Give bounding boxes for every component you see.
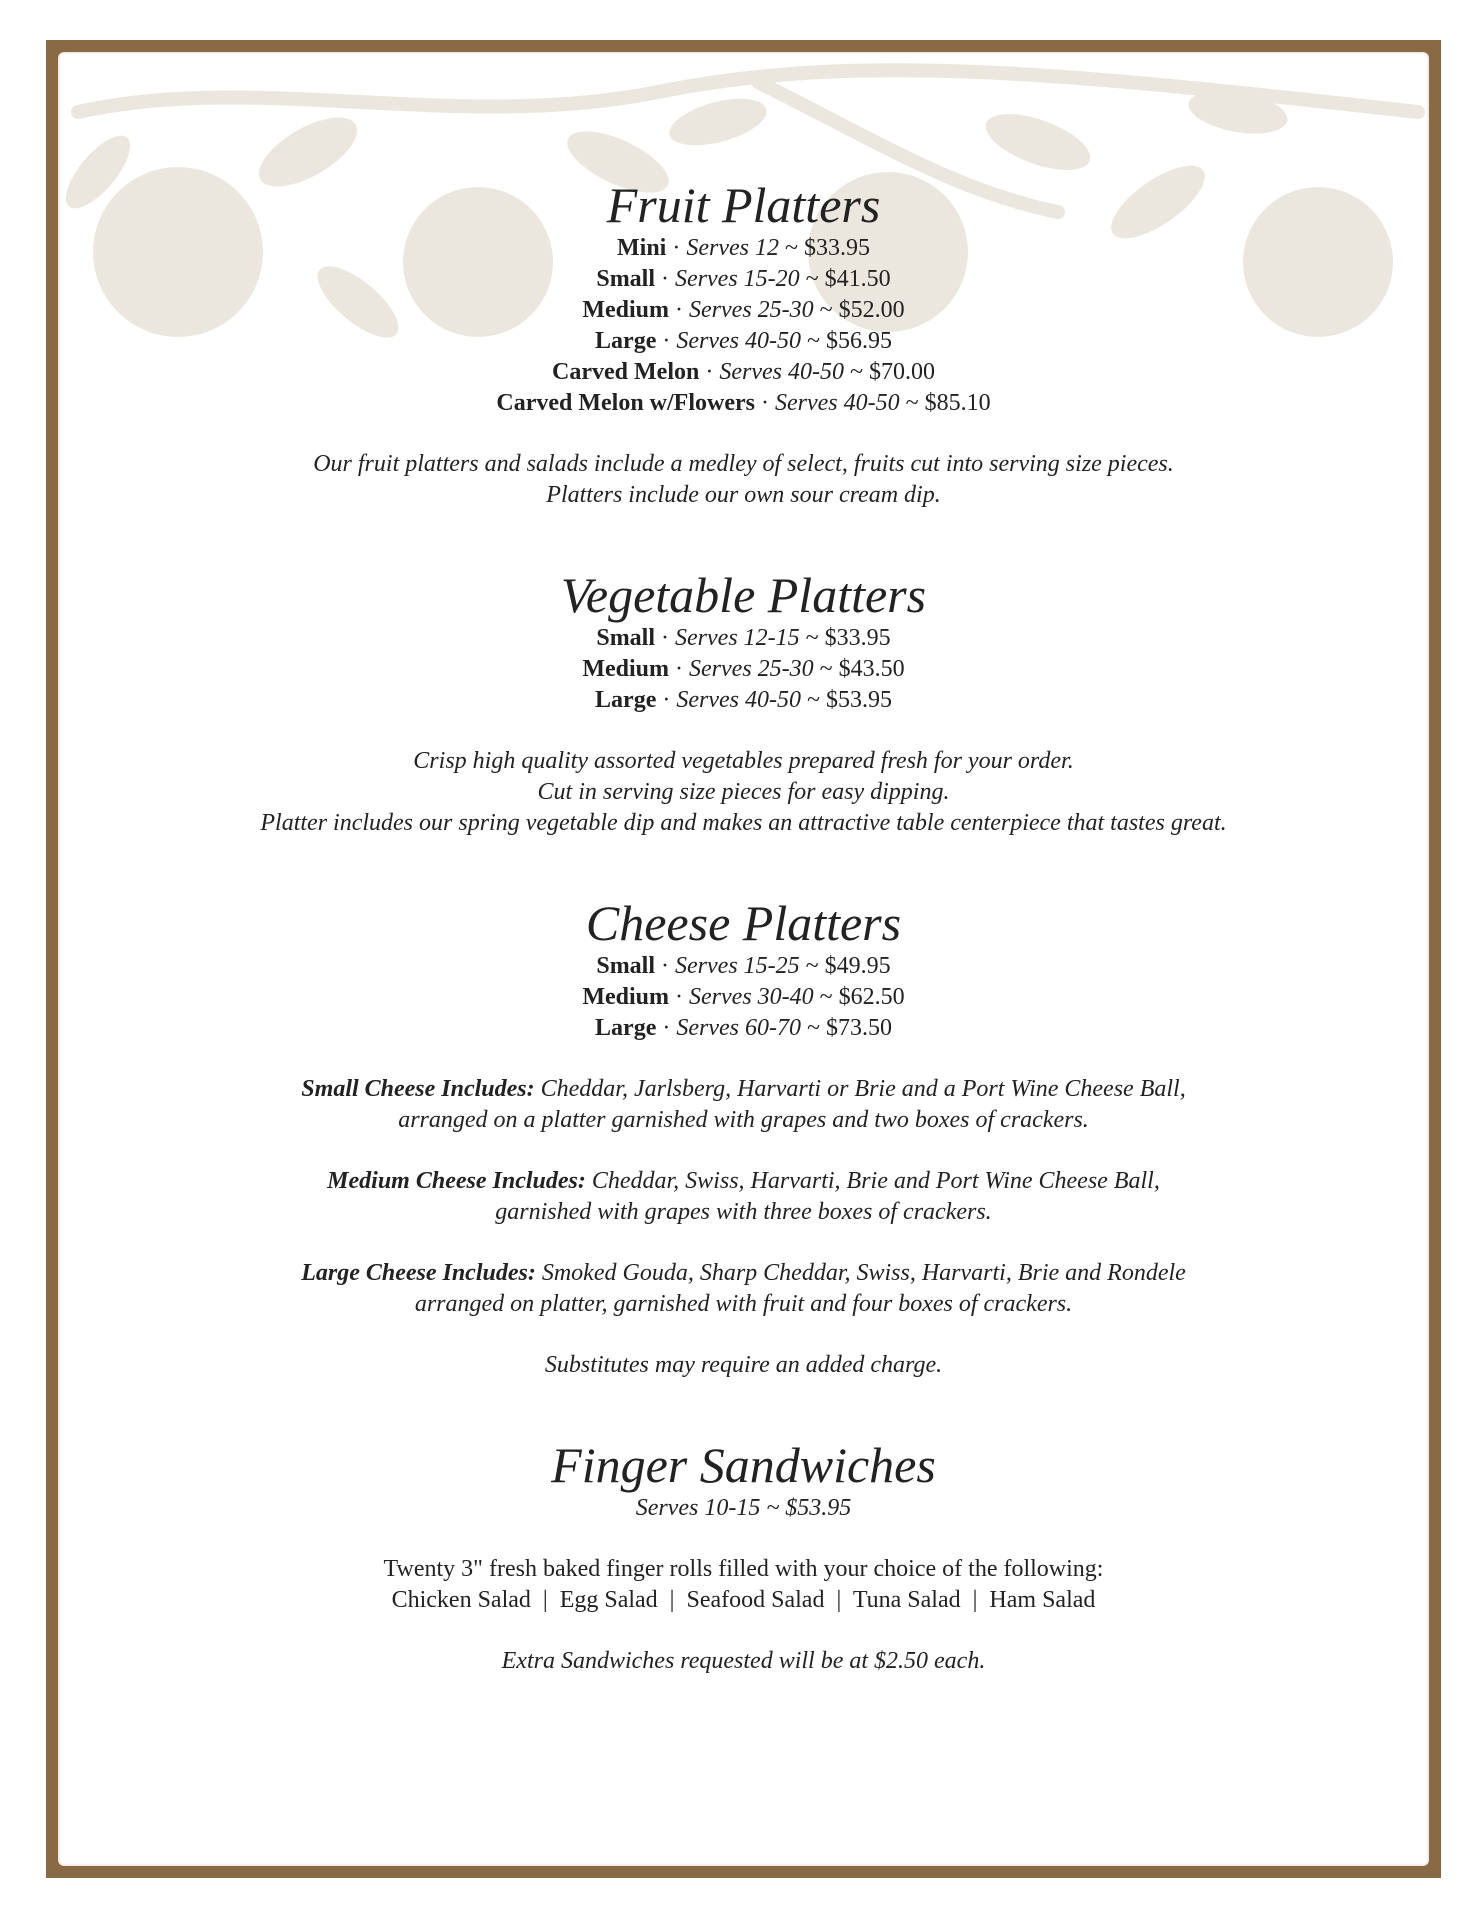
menu-item: Large · Serves 40-50 ~ $56.95 [595,328,892,354]
vegetable-description: Cut in serving size pieces for easy dipping. [537,779,950,805]
menu-item: Carved Melon · Serves 40-50 ~ $70.00 [552,359,935,385]
vegetable-description: Platter includes our spring vegetable dip and makes an attractive table centerpiece that tastes great. [260,810,1227,836]
menu-item: Large · Serves 40-50 ~ $53.95 [595,687,892,713]
menu-item: Small · Serves 15-25 ~ $49.95 [596,953,891,979]
menu-item: Medium · Serves 30-40 ~ $62.50 [582,984,905,1010]
sandwiches-choices: Chicken Salad | Egg Salad | Seafood Salad | Tuna Salad | Ham Salad [391,1587,1096,1613]
menu-item: Mini · Serves 12 ~ $33.95 [617,235,870,261]
small-cheese-description: Small Cheese Includes: Cheddar, Jarlsberg, Harvarti or Brie and a Port Wine Cheese Ball, [301,1076,1186,1102]
cheese-platters-title: Cheese Platters [585,895,902,951]
large-cheese-description: arranged on platter, garnished with fruit and four boxes of crackers. [414,1291,1073,1317]
menu-item: Small · Serves 15-20 ~ $41.50 [596,266,891,292]
substitutes-note: Substitutes may require an added charge. [544,1352,943,1378]
menu-item: Medium · Serves 25-30 ~ $52.00 [582,297,905,323]
menu-item: Small · Serves 12-15 ~ $33.95 [596,625,891,651]
finger-sandwiches-title: Finger Sandwiches [551,1437,936,1493]
medium-cheese-description: Medium Cheese Includes: Cheddar, Swiss, Harvarti, Brie and Port Wine Cheese Ball, [327,1168,1160,1194]
sandwiches-serves: Serves 10-15 ~ $53.95 [635,1495,852,1521]
menu-content [58,52,1429,1677]
small-cheese-description: arranged on a platter garnished with grapes and two boxes of crackers. [398,1107,1089,1133]
fruit-description: Our fruit platters and salads include a medley of select, fruits cut into serving size pieces. [313,451,1174,477]
menu-item: Medium · Serves 25-30 ~ $43.50 [582,656,905,682]
fruit-platters-title: Fruit Platters [606,177,881,233]
fruit-description: Platters include our own sour cream dip. [546,482,941,508]
menu-item: Carved Melon w/Flowers · Serves 40-50 ~ $85.10 [496,390,991,416]
extra-sandwiches-note: Extra Sandwiches requested will be at $2.50 each. [501,1648,986,1674]
vegetable-description: Crisp high quality assorted vegetables prepared fresh for your order. [413,748,1074,774]
large-cheese-description: Large Cheese Includes: Smoked Gouda, Sharp Cheddar, Swiss, Harvarti, Brie and Rondele [301,1260,1186,1286]
menu-item: Large · Serves 60-70 ~ $73.50 [595,1015,892,1041]
sandwiches-description: Twenty 3" fresh baked finger rolls filled with your choice of the following: [383,1556,1104,1582]
vegetable-platters-title: Vegetable Platters [560,567,927,623]
medium-cheese-description: garnished with grapes with three boxes of crackers. [495,1199,992,1225]
